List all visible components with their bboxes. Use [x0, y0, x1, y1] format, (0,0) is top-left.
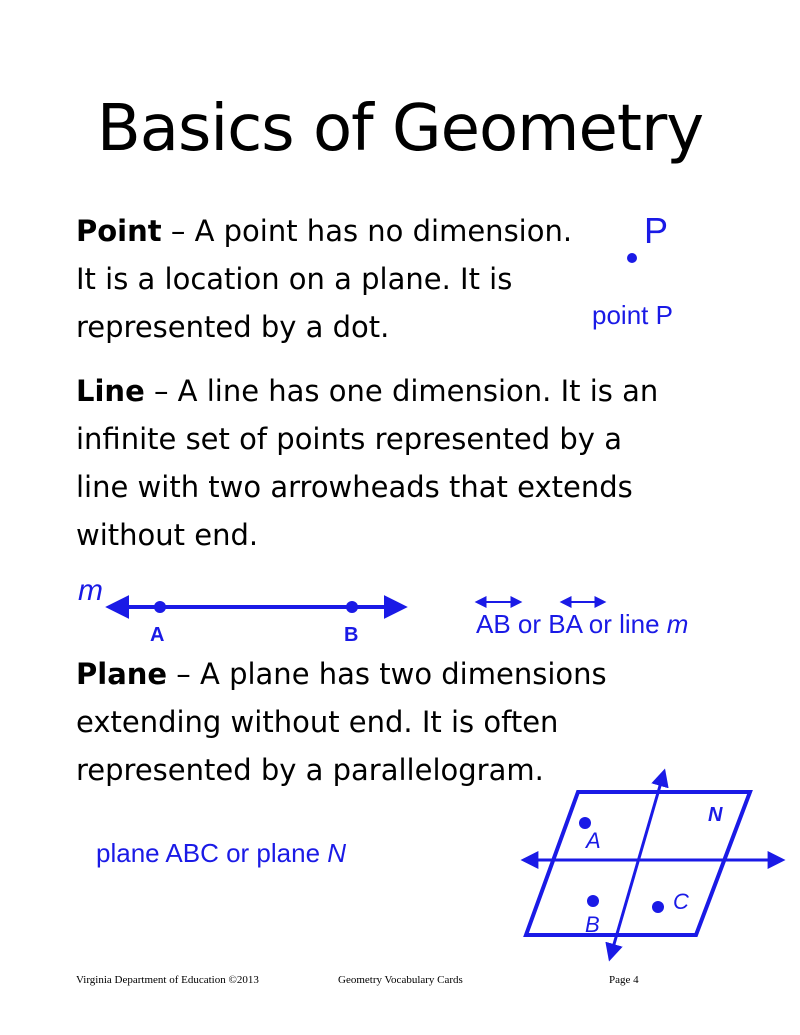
- point-term: Point: [76, 214, 162, 248]
- point-figure-label: P: [644, 210, 669, 251]
- plane-figure-label-b: B: [585, 912, 600, 937]
- plane-diagonal-line: [610, 772, 664, 958]
- point-text-1: – A point has no dimension.: [161, 214, 573, 248]
- line-text-3: line with two arrowheads that extends: [76, 470, 633, 504]
- footer-right: Page 4: [609, 974, 639, 986]
- notation-m: m: [666, 609, 689, 639]
- notation-or-2: or line: [581, 609, 667, 639]
- line-term: Line: [76, 374, 145, 408]
- footer-left: Virginia Department of Education ©2013: [76, 974, 259, 986]
- page-title: Basics of Geometry: [96, 92, 704, 166]
- line-text-4: without end.: [76, 518, 259, 552]
- point-p-dot: [627, 253, 637, 263]
- plane-text-3: represented by a parallelogram.: [76, 753, 544, 787]
- plane-figure-label-n: N: [708, 804, 723, 826]
- plane-text-1: – A plane has two dimensions: [167, 657, 607, 691]
- point-text-3: represented by a dot.: [76, 310, 390, 344]
- line-text-2: infinite set of points represented by a: [76, 422, 622, 456]
- point-text-2: It is a location on a plane. It is: [76, 262, 513, 296]
- line-point-a: [154, 601, 166, 613]
- plane-point-b: [587, 895, 599, 907]
- line-figure-label-m: m: [78, 574, 103, 607]
- plane-caption-prefix: plane ABC or plane: [96, 838, 328, 868]
- point-caption: point P: [592, 300, 673, 330]
- notation-ba: BA: [548, 609, 582, 639]
- plane-caption-n: N: [327, 838, 347, 868]
- plane-figure-label-c: C: [673, 889, 689, 914]
- line-point-b: [346, 601, 358, 613]
- line-text-1: – A line has one dimension. It is an: [144, 374, 659, 408]
- line-figure-label-b: B: [344, 624, 359, 646]
- plane-figure-label-a: A: [586, 828, 601, 853]
- plane-text-2: extending without end. It is often: [76, 705, 559, 739]
- plane-point-a: [579, 817, 591, 829]
- notation-ab: AB: [476, 609, 511, 639]
- plane-term: Plane: [76, 657, 168, 691]
- notation-or-1: or: [510, 609, 549, 639]
- plane-point-c: [652, 901, 664, 913]
- footer-center: Geometry Vocabulary Cards: [338, 974, 463, 986]
- line-figure-label-a: A: [150, 624, 165, 646]
